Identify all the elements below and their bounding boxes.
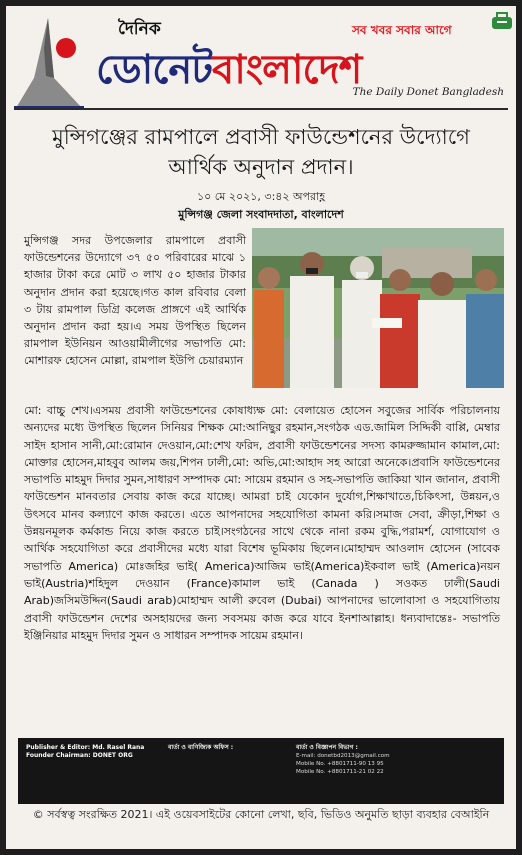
article-byline: মুন্সিগঞ্জ জেলা সংবাদদাতা, বাংলাদেশ bbox=[178, 208, 344, 221]
masthead-english-name: The Daily Donet Bangladesh bbox=[352, 86, 504, 98]
footer-email[interactable]: E-mail: donetbd2013@gmail.com bbox=[296, 753, 390, 759]
article-body: মো: বাচ্চু শেখ।এসময় প্রবাসী ফাউন্ডেশনের কোষাধ্যক্ষ মো: বেলায়েত হোসেন সবুজের সার্বিক পরিচালনায় অন্যদের মধ্যে উপস্থিত ছিলেন সিনিয়র শিক্ষক মো:আনিছুর রহমান,সংগঠক এড.জামিল সিদ্দিকী বাপ্পি, মেম্বার সাইদ হাসান সানী,মো:রোমান দেওয়ান,মো:শেখ ফরিদ, প্রবাসী ফাউন্ডেশনের সদস্য কামরুজ্জামান কামাল,মো: মোক্তার হোসেন,মাহবুব আলম জয়,শিপন ঢালী,মো: অভি,মো:আহাদ সহ আরো অনেকে।প্রবাসি ফাউন্ডেশনের সভাপতি মাহমুদ দিদার সুমন,সাধারণ সম্পাদক মো: সায়েম রহমান ও সহ-সভাপতি জাকিয়া খান জানান, প্রবাসী ফাউন্ডেশন মানবতার সেবায় কাজ করে যাচ্ছে। আমরা চাই যেকোন দুর্যোগ,শিক্ষাখাতে,চিকিৎসা, উন্নয়ন,ও উৎসবে মানব কল্যাণে কাজ করতে। এতে আপনাদের সহযোগিতা কামনা করি।সমাজ সেবা, ক্রীড়া,শিক্ষা ও উন্নয়নমূলক কর্মকান্ড নিয়ে কাজ করতে চাই।সংগঠনের সাথে থেকে নানা রকম বুদ্ধি,পরামর্শ, যোগাযোগ ও আর্থিক সহযোগিতা করে প্রবাসীদের মধ্যে যারা বিশেষ ভূমিকায় ছিলেন।মোহাম্মদ আওলাদ হোসেন (সাবেক সভাপতি America) মোঃজহির ভাই( America)আজিম ভাই(America)ইকবাল ভাই (America)নয়ন ভাই(Austria)শহিদুল দেওয়ান (France)কামাল ভাই (Canada ) সওকত ঢালী(Saudi Arab)জসিমউদ্দিন(Saudi arab)মোহাম্মদ আলী রুবেল (Dubai) আপনাদের ভালোবাসা ও সহযোগিতায় প্রবাসী ফাউন্ডেশন দেশের অসহায়দের জন্য সবসময় কাজ করে যাবে ইনশাআল্লাহ। ধন্যবাদান্তেঃ- সভাপতি ইঞ্জিনিয়ার মাহমুদ দিদার সুমন ও সাধারন সম্পাদক সায়েম রহমান। bbox=[24, 404, 500, 642]
shaheed-minar-logo bbox=[14, 18, 84, 110]
article-date: ১০ মে ২০২১, ৩:৪২ অপরাহ্ণ bbox=[196, 190, 326, 203]
footer-news-office: বার্তা ও বাণিজ্যিক অফিস : bbox=[168, 744, 234, 751]
masthead-divider bbox=[14, 108, 508, 110]
article-headline: মুন্সিগঞ্জের রামপালে প্রবাসী ফাউন্ডেশনের উদ্যোগে আর্থিক অনুদান প্রদান। bbox=[52, 125, 470, 179]
article-lead-paragraph: মুন্সিগঞ্জ সদর উপজেলার রামপালে প্রবাসী ফাউন্ডেশনের উদ্যোগে ৩৭ ৫০ পরিবারের মাঝে ১ হাজার টাকা করে মোট ৩ লাখ ৫০ হাজার টাকার অনুদান প্রদান করা হয়েছে।গত কাল রবিবার বেলা ৩ টায় রামপাল ডিগ্রি কলেজ প্রাঙ্গণে এই আর্থিক অনুদান প্রদান করা হয়।এ সময় উপস্থিত ছিলেন রামপাল ইউনিয়ন আওয়ামীলীগের সভাপতি মো: মোশারফ হোসেন মোল্লা, রামপাল ইউপি চেয়ারম্যান bbox=[24, 234, 246, 368]
brand-part-bangladesh: বাংলাদেশ bbox=[212, 46, 362, 93]
footer-founder: Founder Chairman: DONET ORG bbox=[26, 752, 133, 759]
brand-part-donet: ডোনেট bbox=[96, 46, 213, 93]
footer-mobile-1: Mobile No. +8801711-90 13 95 bbox=[296, 761, 384, 767]
masthead-daily: দৈনিক bbox=[118, 19, 161, 39]
copyright-notice: © সর্বস্বত্ব সংরক্ষিত 2021। এই ওয়েবসাইটের কোনো লেখা, ছবি, ভিডিও অনুমতি ছাড়া ব্যবহার বেআইনি bbox=[32, 808, 490, 821]
masthead-tagline: সব খবর সবার আগে bbox=[352, 23, 452, 37]
footer-publisher: Publisher & Editor: Md. Rasel Rana bbox=[26, 744, 145, 751]
footer-ad-office: বার্তা ও বিজ্ঞাপন বিভাগ : bbox=[296, 744, 358, 751]
masthead bbox=[14, 12, 508, 112]
article-photo bbox=[252, 228, 504, 388]
masthead-brand bbox=[96, 38, 361, 105]
footer-mobile-2: Mobile No. +8801711-21 02 22 bbox=[296, 769, 384, 775]
site-footer bbox=[18, 738, 504, 804]
